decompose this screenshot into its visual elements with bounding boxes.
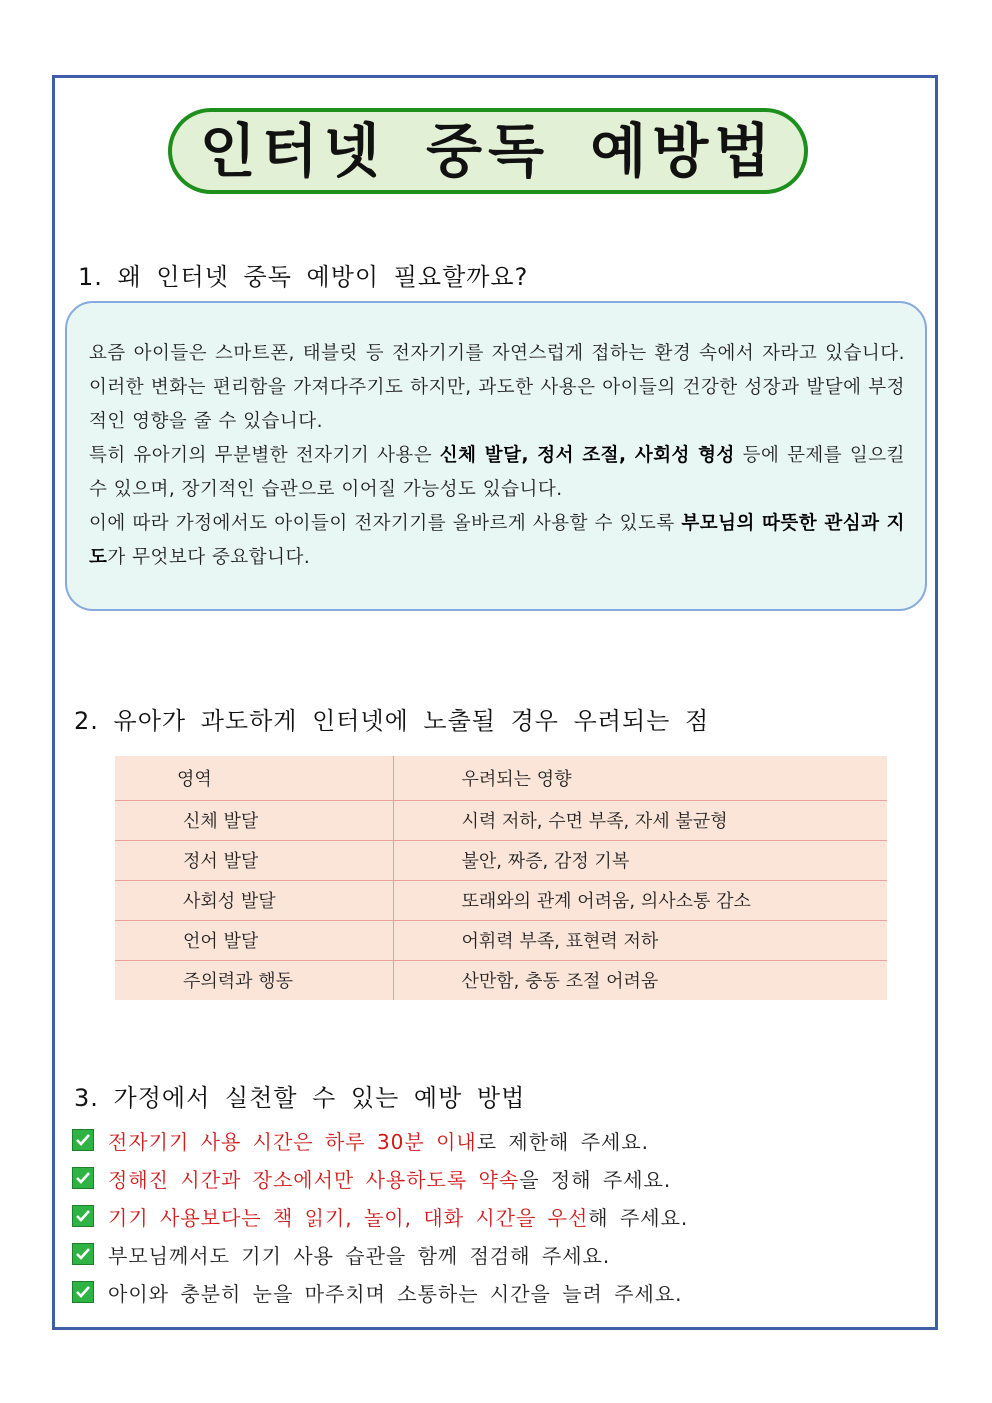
concerns-table: [115, 756, 887, 1000]
tips-list: [72, 1121, 688, 1311]
intro-paragraph-3: [89, 507, 905, 575]
table-cell-area: 주의력과 행동: [115, 960, 393, 1000]
tip-highlight: 전자기기 사용 시간은 하루 30분 이내: [108, 1129, 477, 1154]
intro-paragraph-1: 요즘 아이들은 스마트폰, 태블릿 등 전자기기를 자연스럽게 접하는 환경 속에서 자라고 있습니다. 이러한 변화는 편리함을 가져다주기도 하지만, 과도한 사용은 아이들의 건강한 성장과 발달에 부정적인 영향을 줄 수 있습니다.: [89, 343, 905, 432]
table-cell-impact: 어휘력 부족, 표현력 저하: [393, 920, 887, 960]
para2-text-end: 등에 문제를 일으킬 수 있으며, 장기적인 습관으로 이어질 가능성도 있습니다.: [89, 445, 905, 500]
section1-heading: 1. 왜 인터넷 중독 예방이 필요할까요?: [78, 263, 529, 291]
table-cell-impact: 불안, 짜증, 감정 기복: [393, 840, 887, 880]
table-header-area: 영역: [115, 756, 393, 800]
tip-highlight: 정해진 시간과 장소에서만 사용하도록 약속: [108, 1167, 520, 1192]
table-row: [115, 840, 887, 880]
intro-box: [65, 301, 927, 611]
table-header-row: [115, 756, 887, 800]
para2-bold: 신체 발달, 정서 조절, 사회성 형성: [439, 445, 735, 466]
table-header-impact: 우려되는 영향: [393, 756, 887, 800]
table-row: [115, 920, 887, 960]
check-icon: [72, 1167, 94, 1189]
table-cell-area: 언어 발달: [115, 920, 393, 960]
check-icon: [72, 1205, 94, 1227]
table-cell-area: 정서 발달: [115, 840, 393, 880]
section2-heading: 2. 유아가 과도하게 인터넷에 노출될 경우 우려되는 점: [74, 707, 710, 735]
list-item: [72, 1235, 688, 1273]
list-item: [72, 1273, 688, 1311]
check-icon: [72, 1243, 94, 1265]
para3-text-end: 가 무엇보다 중요합니다.: [107, 547, 311, 568]
list-item: [72, 1197, 688, 1235]
check-icon: [72, 1281, 94, 1303]
para2-text: 특히 유아기의 무분별한 전자기기 사용은: [89, 445, 440, 466]
table-row: [115, 800, 887, 840]
table-row: [115, 960, 887, 1000]
table-cell-area: 신체 발달: [115, 800, 393, 840]
table-cell-area: 사회성 발달: [115, 880, 393, 920]
para3-text: 이에 따라 가정에서도 아이들이 전자기기를 올바르게 사용할 수 있도록: [89, 513, 682, 534]
page-title: 인터넷 중독 예방법: [199, 117, 777, 185]
check-icon: [72, 1129, 94, 1151]
para3-bold: 부모님의 따뜻한 관심과 지도: [89, 513, 906, 568]
tip-text: 부모님께서도 기기 사용 습관을 함께 점검해 주세요.: [108, 1243, 611, 1268]
tip-text: 아이와 충분히 눈을 마주치며 소통하는 시간을 늘려 주세요.: [108, 1281, 683, 1306]
table-cell-impact: 산만함, 충동 조절 어려움: [461, 971, 659, 993]
list-item: [72, 1159, 688, 1197]
tip-text: 을 정해 주세요.: [519, 1167, 672, 1192]
table-cell-impact: 시력 저하, 수면 부족, 자세 불균형: [393, 800, 887, 840]
table-row: [115, 880, 887, 920]
list-item: [72, 1121, 688, 1159]
title-banner: [168, 108, 808, 194]
tip-text: 해 주세요.: [588, 1205, 689, 1230]
intro-paragraph-2: [89, 439, 905, 507]
tip-text: 로 제한해 주세요.: [476, 1129, 650, 1154]
table-cell-impact: 또래와의 관계 어려움, 의사소통 감소: [393, 880, 887, 920]
section3-heading: 3. 가정에서 실천할 수 있는 예방 방법: [74, 1084, 526, 1112]
tip-highlight: 기기 사용보다는 책 읽기, 놀이, 대화 시간을 우선: [108, 1205, 589, 1230]
